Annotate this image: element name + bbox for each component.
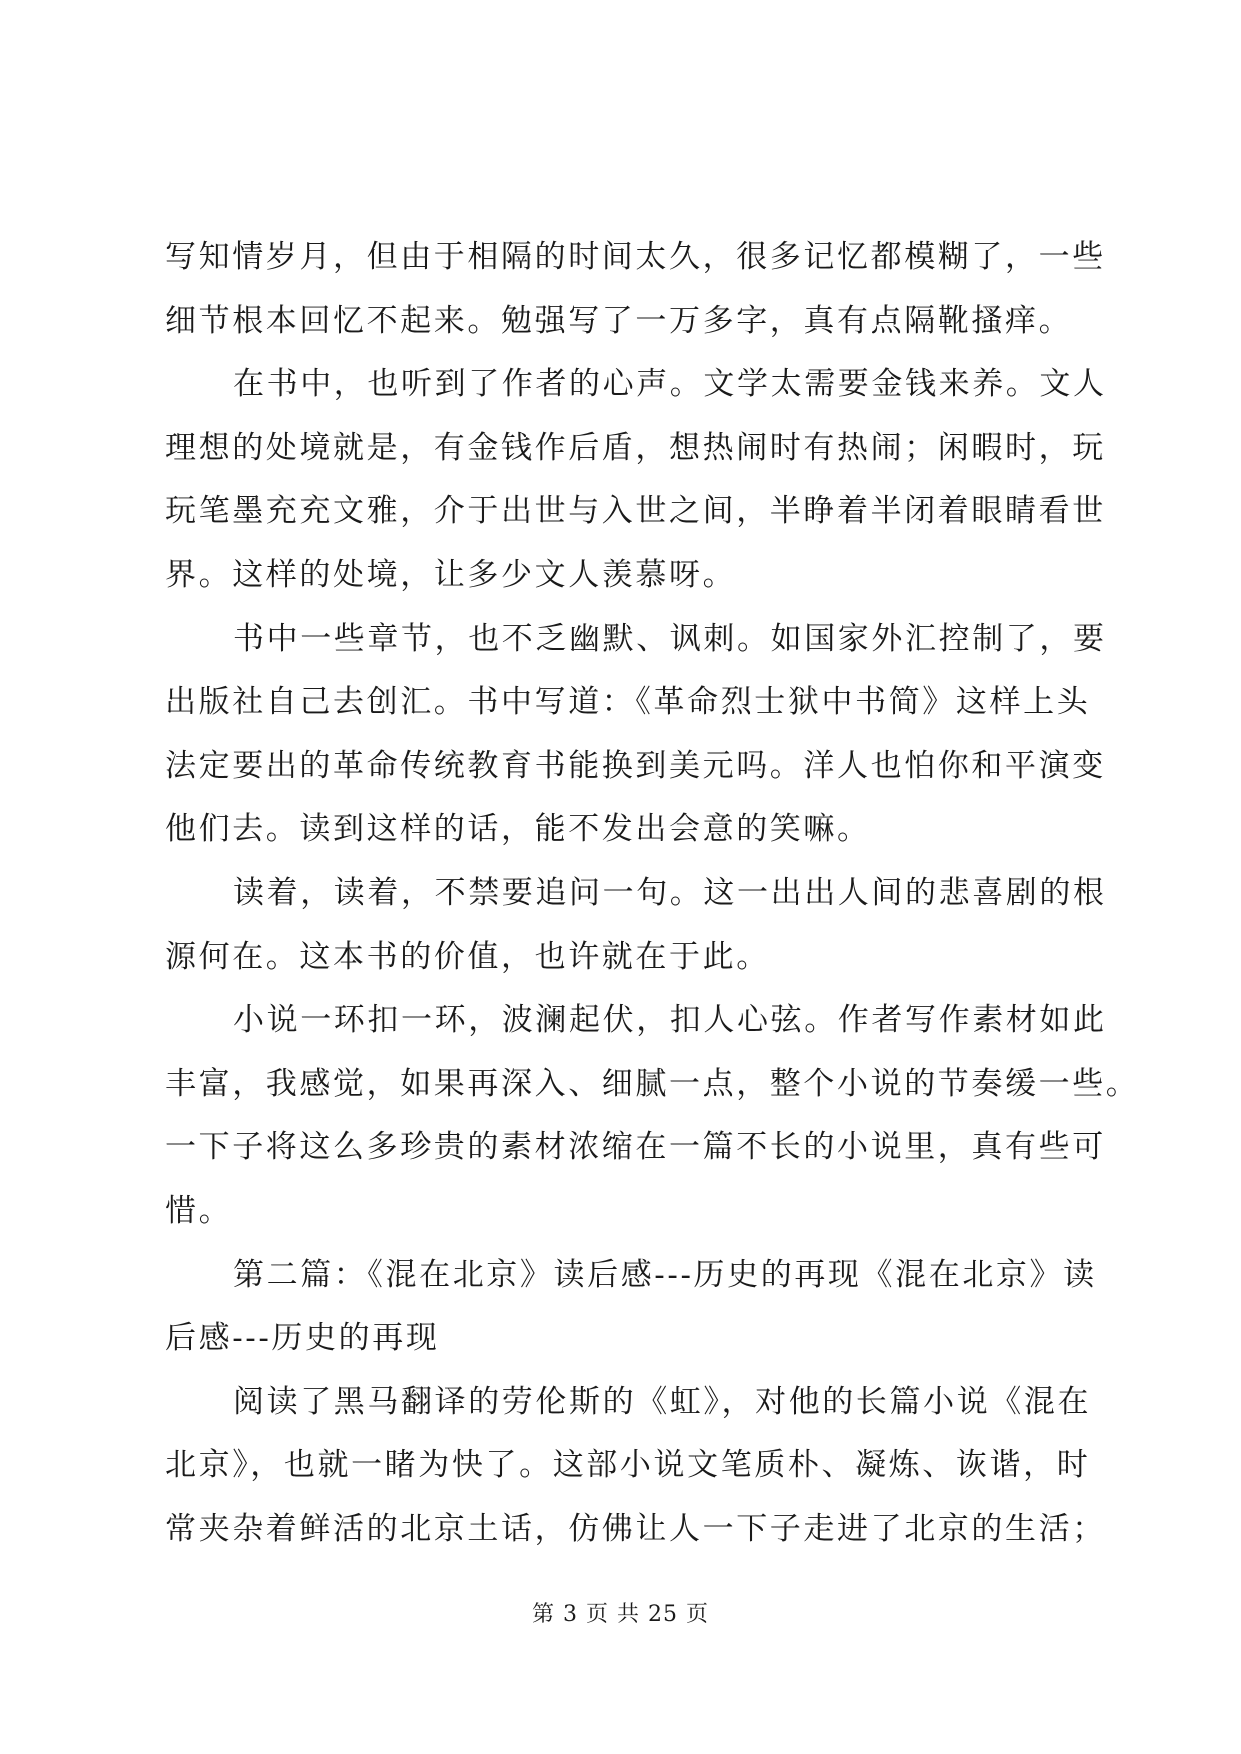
paragraph [165,353,1107,607]
text-line: 法定要出的革命传统教育书能换到美元吗。洋人也怕你和平演变 [165,747,1106,784]
text-line: 小说一环扣一环，波澜起伏，扣人心弦。作者写作素材如此 [233,1002,1107,1039]
text-line: 北京》，也就一睹为快了。这部小说文笔质朴、凝炼、诙谐，时 [165,1447,1091,1484]
text-line: 界。这样的处境，让多少文人羡慕呀。 [165,556,737,593]
text-line: 后感---历史的再现 [165,1320,440,1357]
text-line: 出版社自己去创汇。书中写道：《革命烈士狱中书简》这样上头 [165,684,1091,721]
page-number: 第 3 页 共 25 页 [532,1602,709,1627]
text-line: 书中一些章节，也不乏幽默、讽刺。如国家外汇控制了，要 [233,620,1107,657]
text-line: 丰富，我感觉，如果再深入、细腻一点，整个小说的节奏缓一些。 [165,1065,1140,1102]
text-line: 细节根本回忆不起来。勉强写了一万多字，真有点隔靴搔痒。 [165,302,1073,339]
body-text [165,226,1140,1561]
text-line: 写知情岁月，但由于相隔的时间太久，很多记忆都模糊了，一些 [165,239,1106,275]
paragraph [165,608,1107,862]
text-line: 第二篇：《混在北京》读后感---历史的再现《混在北京》读 [233,1256,1097,1293]
text-line: 源何在。这本书的价值，也许就在于此。 [165,938,770,975]
text-line: 惜。 [165,1192,233,1229]
text-line: 他们去。读到这样的话，能不发出会意的笑嘛。 [165,811,871,848]
text-line: 一下子将这么多珍贵的素材浓缩在一篇不长的小说里，真有些可 [165,1129,1106,1166]
paragraph [165,226,1106,353]
text-line: 阅读了黑马翻译的劳伦斯的《虹》，对他的长篇小说《混在 [233,1383,1092,1420]
text-line: 读着，读着，不禁要追问一句。这一出出人间的悲喜剧的根 [233,874,1107,911]
paragraph [165,1371,1106,1562]
paragraph [165,862,1107,989]
text-line: 常夹杂着鲜活的北京土话，仿佛让人一下子走进了北京的生活； [165,1510,1106,1547]
paragraph [165,989,1140,1243]
text-line: 理想的处境就是，有金钱作后盾，想热闹时有热闹；闲暇时，玩 [165,429,1106,466]
text-line: 玩笔墨充充文雅，介于出世与入世之间，半睁着半闭着眼睛看世 [165,493,1106,530]
text-line: 在书中，也听到了作者的心声。文学太需要金钱来养。文人 [233,366,1107,403]
paragraph [165,1244,1097,1371]
